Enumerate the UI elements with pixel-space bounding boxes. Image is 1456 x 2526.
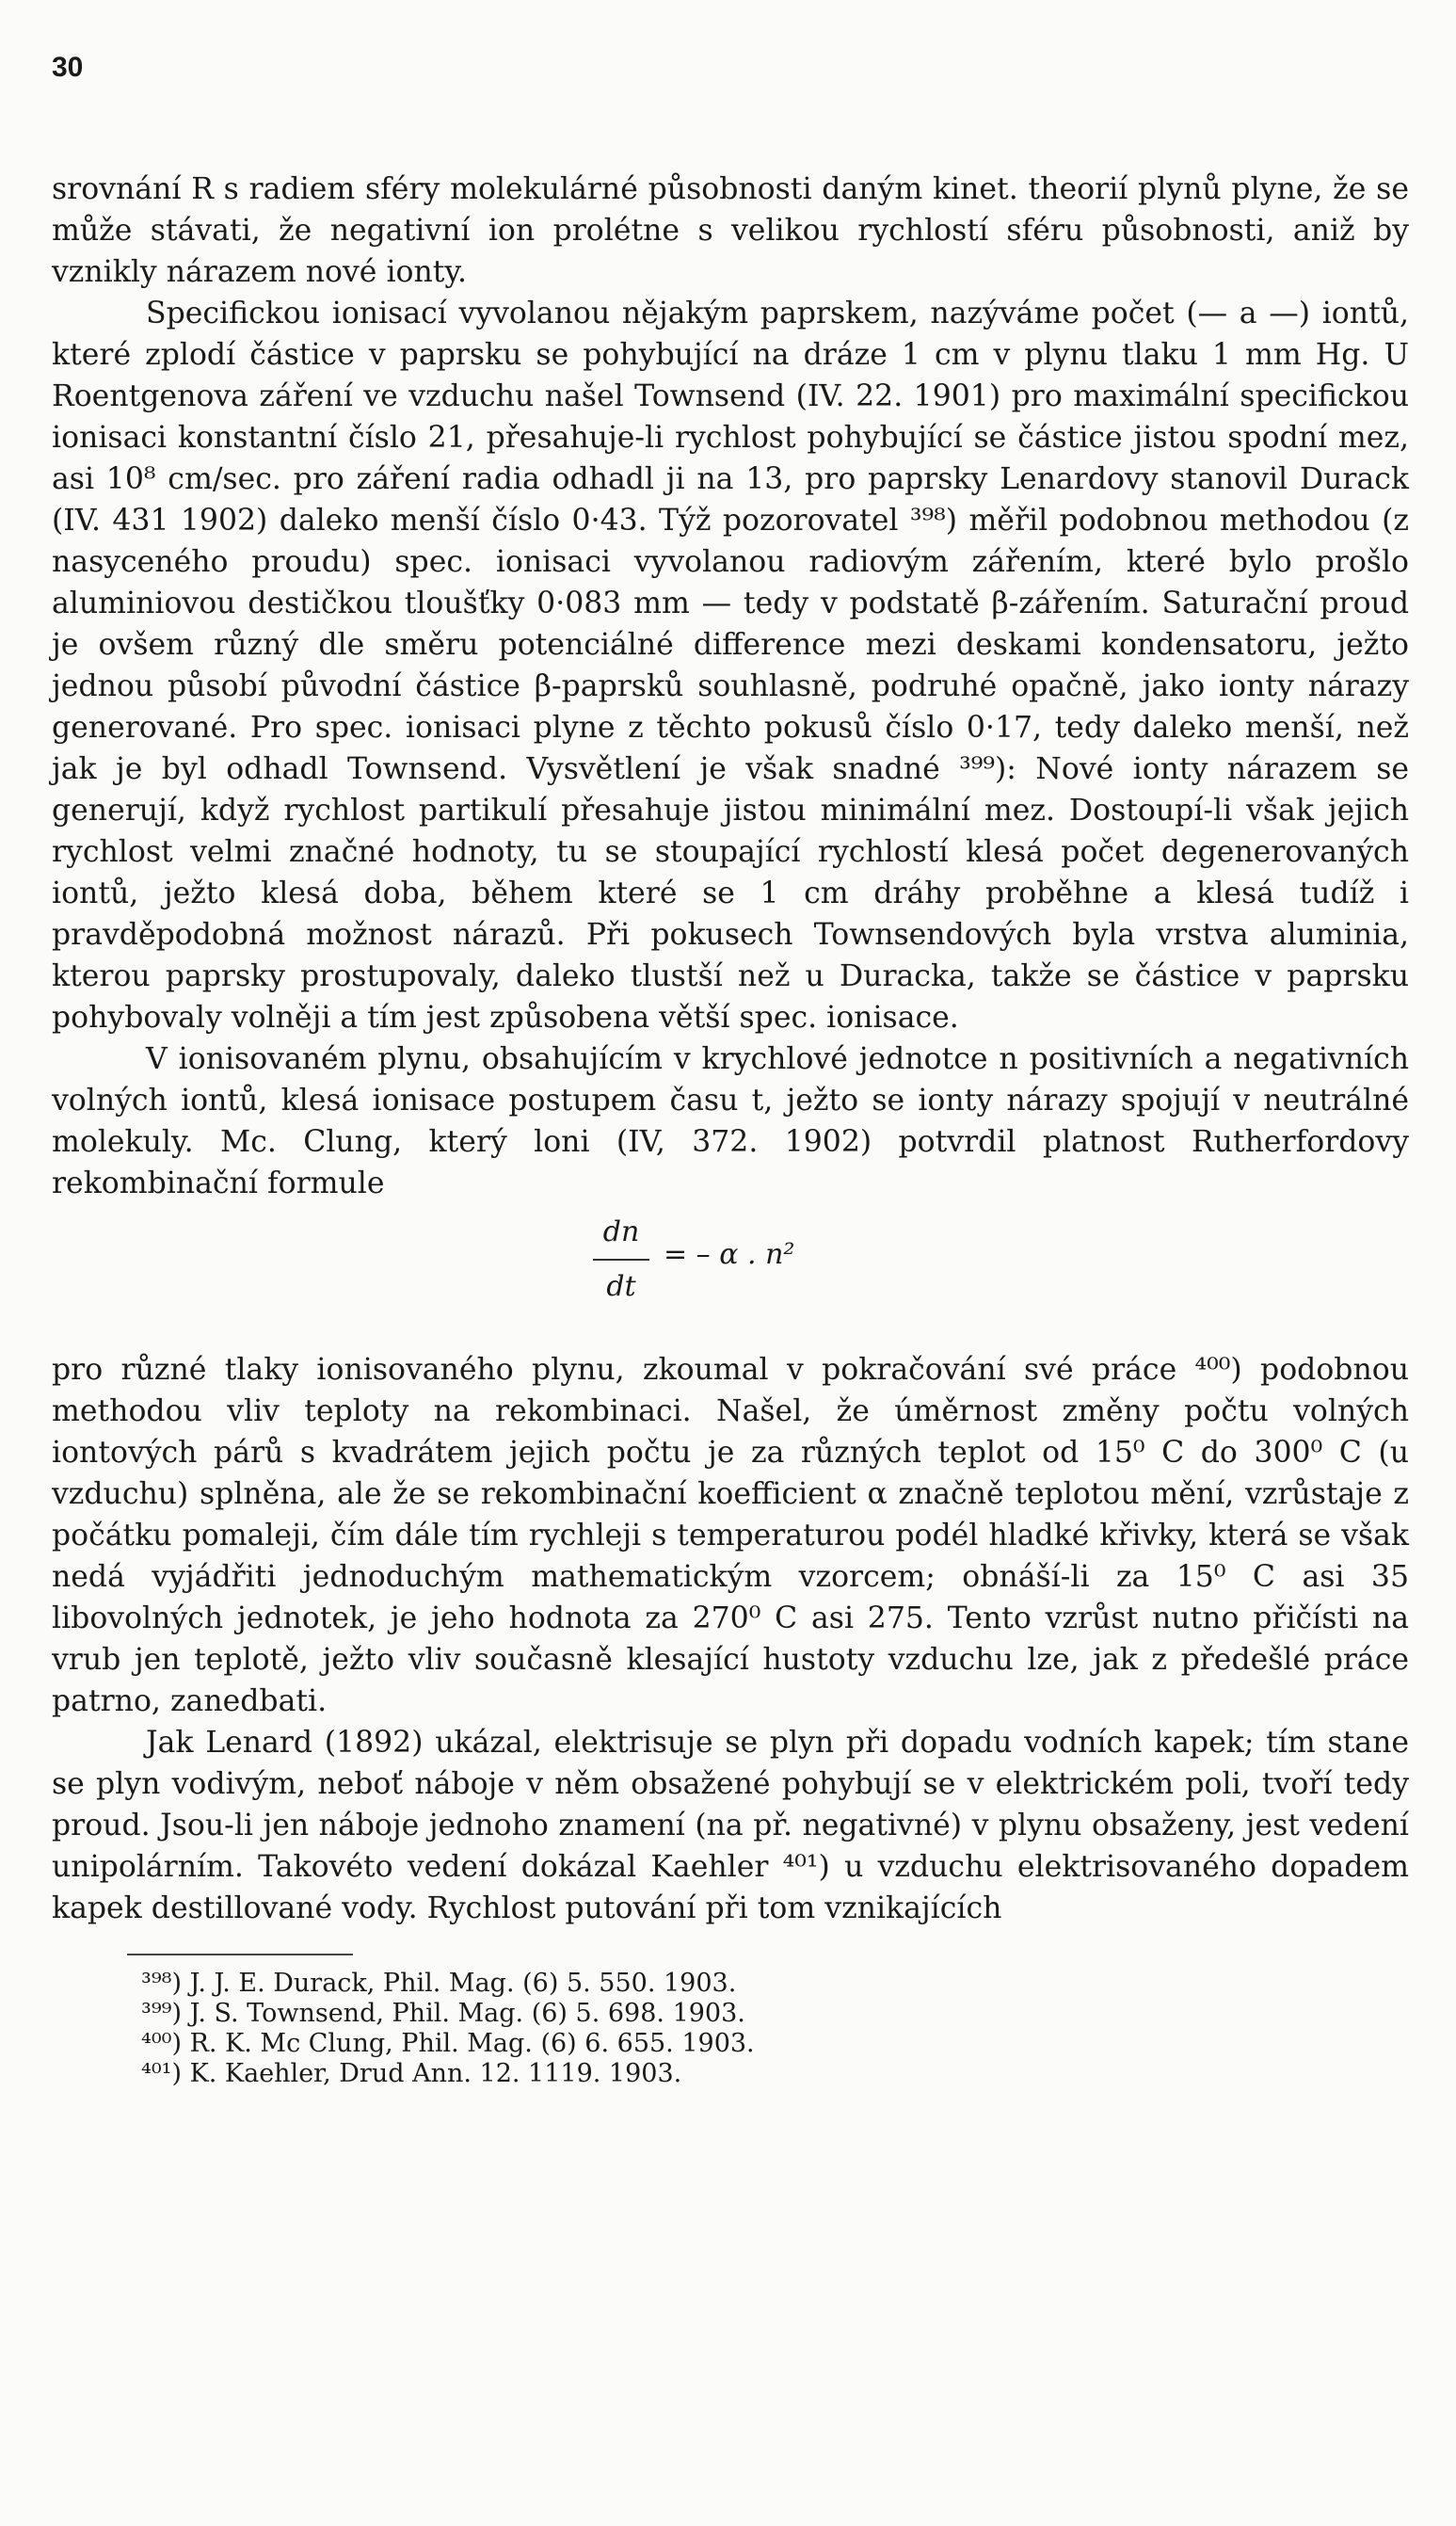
recombination-formula: [52, 1210, 1409, 1342]
footnote-400: ⁴⁰⁰) R. K. Mc Clung, Phil. Mag. (6) 6. 655. 1903.: [141, 2029, 755, 2058]
body-text: [52, 169, 1409, 1929]
page-number: 30: [52, 52, 84, 83]
footnote-401: ⁴⁰¹) K. Kaehler, Drud Ann. 12. 1119. 1903.: [141, 2059, 682, 2088]
footnotes: [141, 1969, 1409, 2089]
paragraph-1: srovnání R s radiem sféry molekulárné působnosti daným kinet. theorií plynů plyne, že se může stávati, že negativní ion prolétne s velikou rychlostí sféru působnosti, aniž by vznikly nárazem nové ionty.: [52, 172, 1409, 289]
footnote-399: ³⁹⁹) J. S. Townsend, Phil. Mag. (6) 5. 698. 1903.: [141, 1999, 745, 2028]
page: [52, 52, 1409, 2089]
paragraph-5: Jak Lenard (1892) ukázal, elektrisuje se plyn při dopadu vodních kapek; tím stane se plyn vodivým, neboť náboje v něm obsažené pohybují se v elektrickém poli, tvoří tedy proud. Jsou-li jen náboje jednoho znamení (na př. negativné) v plynu obsaženy, jest vedení unipolárním. Takovéto vedení dokázal Kaehler ⁴⁰¹) u vzduchu elektrisovaného dopadem kapek destillované vody. Rychlost putování při tom vznikajících: [52, 1726, 1409, 1925]
formula-denominator: dt: [606, 1270, 636, 1303]
formula-fraction: [593, 1210, 649, 1310]
formula-rhs: = – α . n²: [664, 1238, 795, 1271]
paragraph-2: Specifickou ionisací vyvolanou nějakým paprskem, nazýváme počet (— a —) iontů, které zplodí částice v paprsku se pohybující na dráze 1 cm v plynu tlaku 1 mm Hg. U Roentgenova záření ve vzduchu našel Townsend (IV. 22. 1901) pro maximální specifickou ionisaci konstantní číslo 21, přesahuje-li rychlost pohybující se částice jistou spodní mez, asi 10⁸ cm/sec. pro záření radia odhadl ji na 13, pro paprsky Lenardovy stanovil Durack (IV. 431 1902) daleko menší číslo 0·43. Týž pozorovatel ³⁹⁸) měřil podobnou methodou (z nasyceného proudu) spec. ionisaci vyvolanou radiovým zářením, které bylo prošlo aluminiovou destičkou tloušťky 0·083 mm — tedy v podstatě β-zářením. Saturační proud je ovšem různý dle směru potenciálné difference mezi deskami kondensatoru, ježto jednou působí původní částice β-paprsků souhlasně, podruhé opačně, jako ionty nárazy generované. Pro spec. ionisaci plyne z těchto pokusů číslo 0·17, tedy daleko menší, než jak je byl odhadl Townsend. Vysvětlení je však snadné ³⁹⁹): Nové ionty nárazem se generují, když rychlost partikulí přesahuje jistou minimální mez. Dostoupí-li však jejich rychlost velmi značné hodnoty, tu se stoupající rychlostí klesá počet degenerovaných iontů, ježto klesá doba, během které se 1 cm dráhy proběhne a klesá tudíž i pravděpodobná možnost nárazů. Při pokusech Townsendových byla vrstva aluminia, kterou paprsky prostupovaly, daleko tlustší než u Duracka, takže se částice v paprsku pohybovaly volněji a tím jest způsobena větší spec. ionisace.: [52, 297, 1409, 1035]
paragraph-3: V ionisovaném plynu, obsahujícím v krychlové jednotce n positivních a negativních volných iontů, klesá ionisace postupem času t, ježto se ionty nárazy spojují v neutrálné molekuly. Mc. Clung, který loni (IV, 372. 1902) potvrdil platnost Rutherfordovy rekombinační formule: [52, 1042, 1409, 1200]
fraction-bar: [593, 1259, 649, 1261]
paragraph-4: pro různé tlaky ionisovaného plynu, zkoumal v pokračování své práce ⁴⁰⁰) podobnou methodou vliv teploty na rekombinaci. Našel, že úměrnost změny počtu volných iontových párů s kvadrátem jejich počtu je za různých teplot od 15⁰ C do 300⁰ C (u vzduchu) splněna, ale že se rekombinační koefficient α značně teplotou mění, vzrůstaje z počátku pomaleji, čím dále tím rychleji s temperaturou podél hladké křivky, která se však nedá vyjádřiti jednoduchým mathematickým vzorcem; obnáší-li za 15⁰ C asi 35 libovolných jednotek, je jeho hodnota za 270⁰ C asi 275. Tento vzrůst nutno přičísti na vrub jen teplotě, ježto vliv současně klesající hustoty vzduchu lze, jak z předešlé práce patrno, zanedbati.: [52, 1353, 1409, 1718]
footnote-398: ³⁹⁸) J. J. E. Durack, Phil. Mag. (6) 5. 550. 1903.: [141, 1969, 737, 1998]
formula-numerator: dn: [602, 1215, 640, 1248]
footnote-divider: [127, 1954, 353, 1955]
